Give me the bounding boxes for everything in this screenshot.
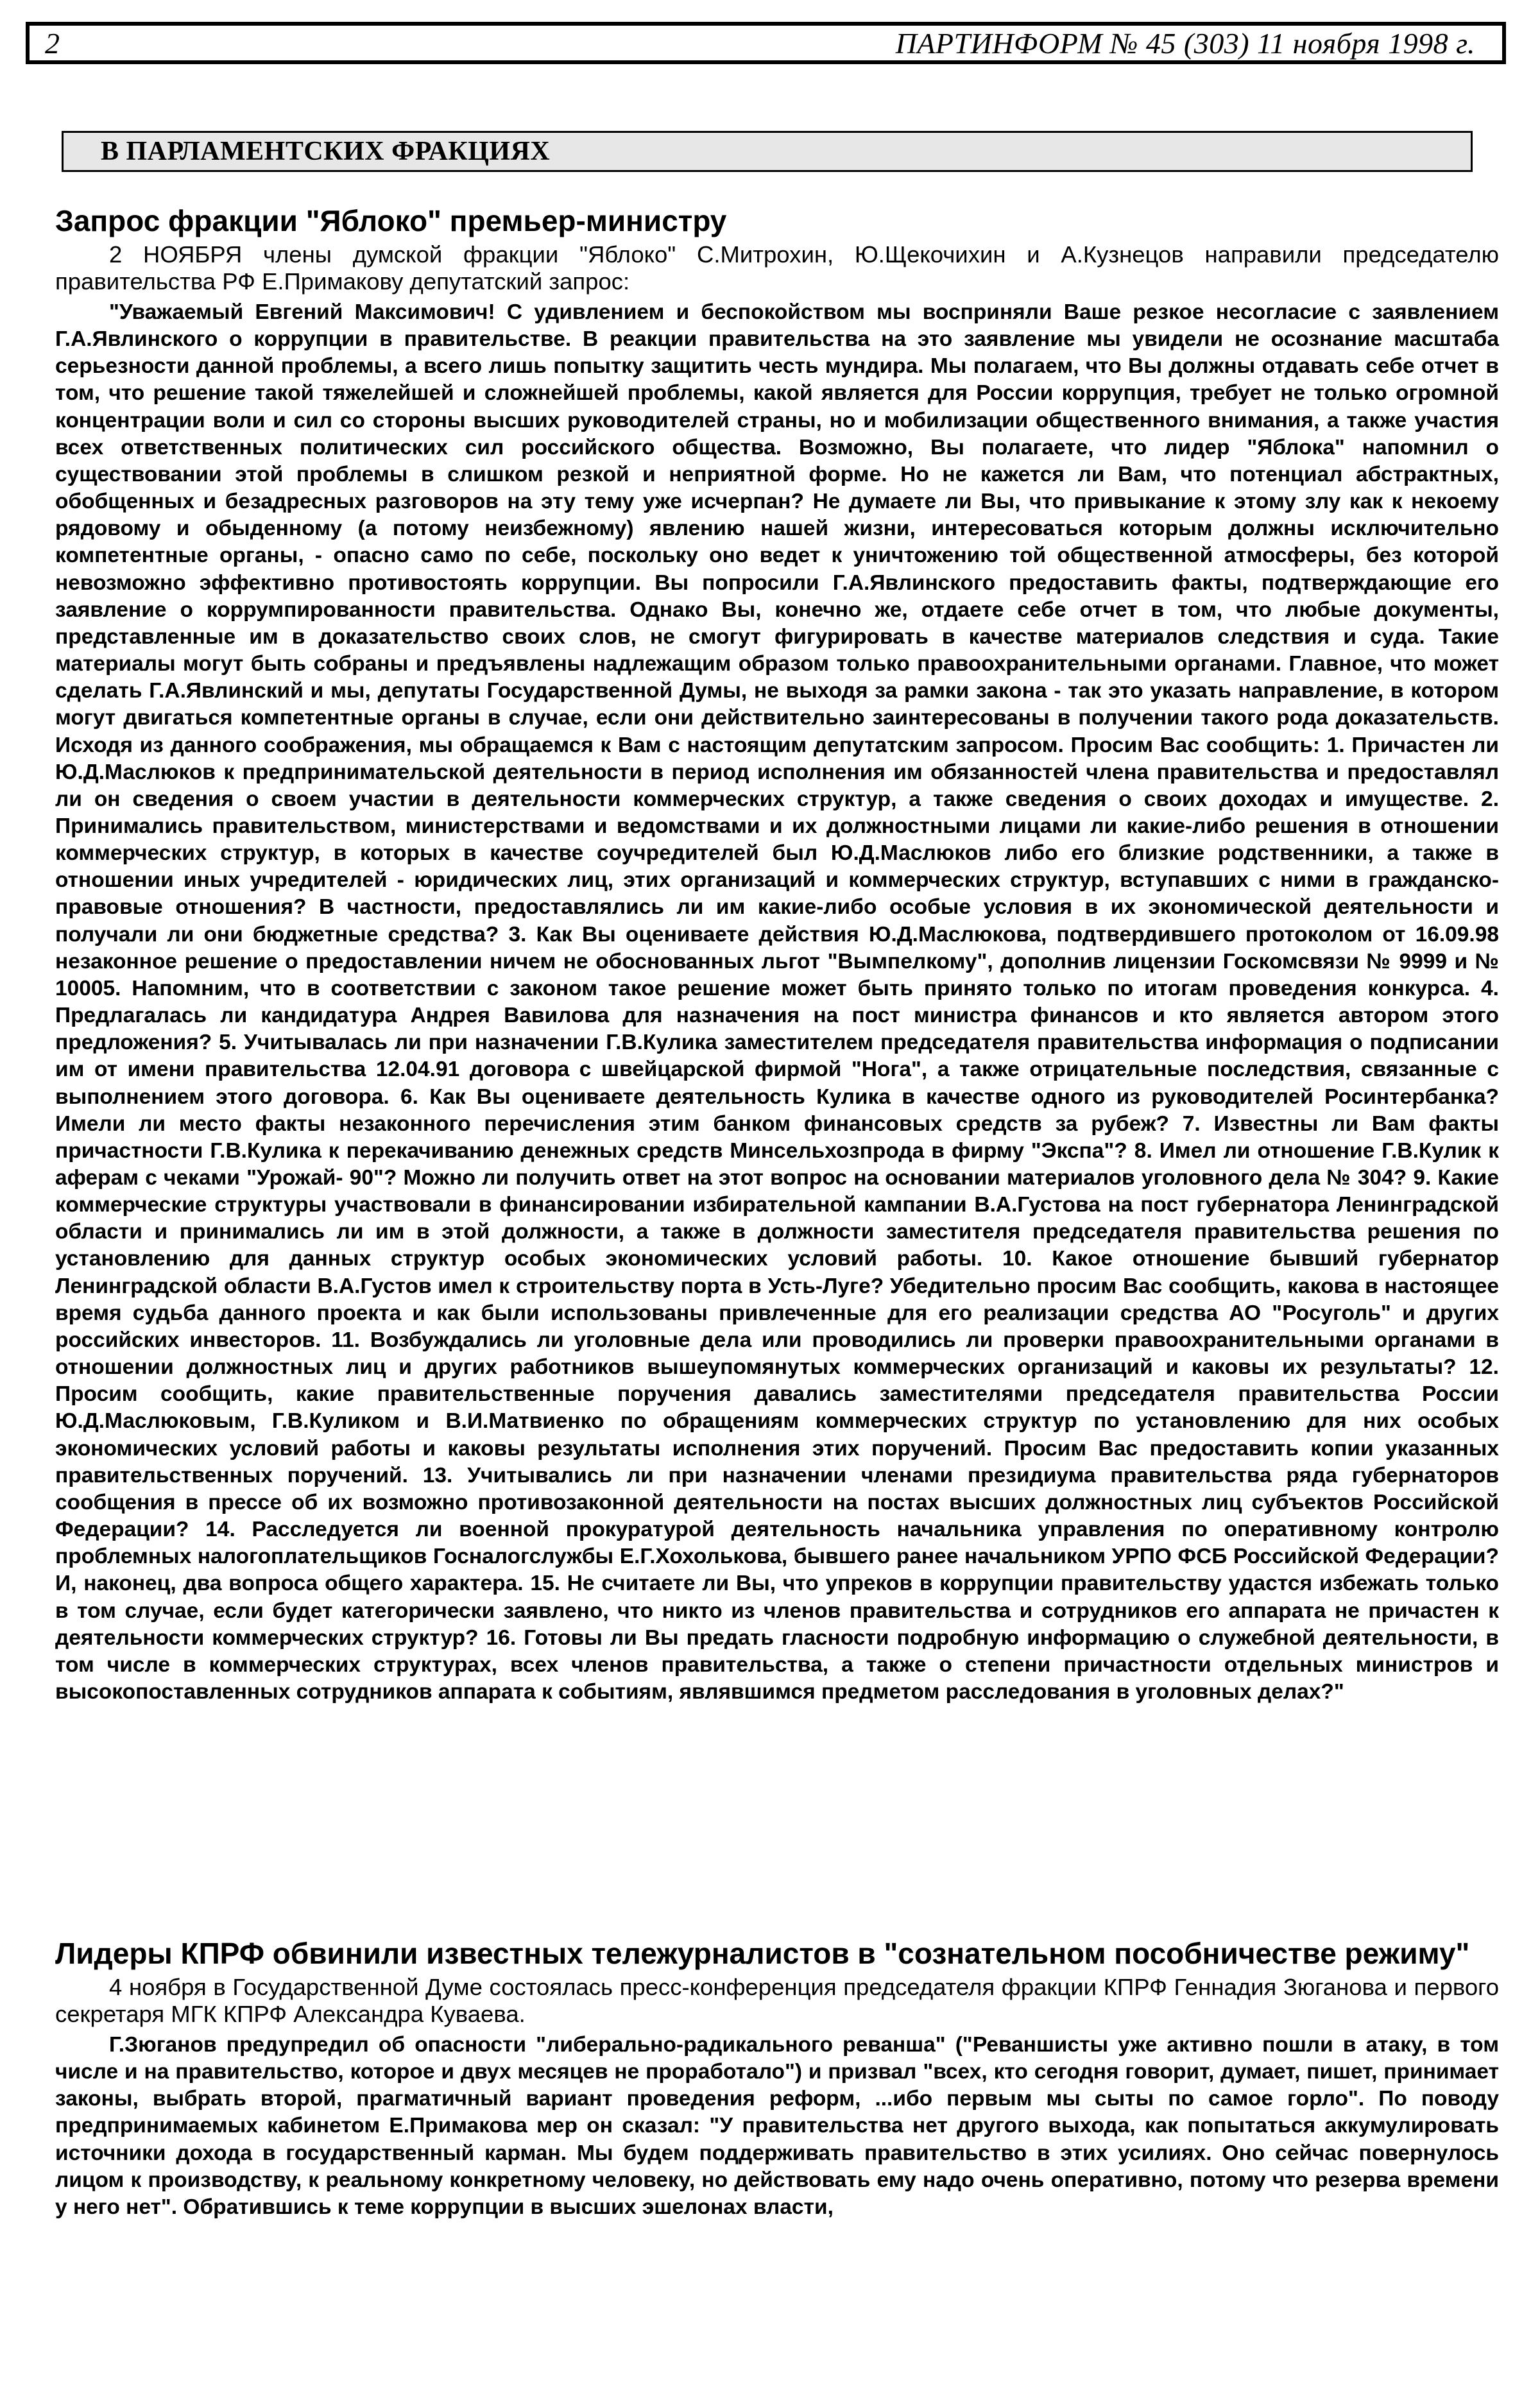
newspaper-issue-title: ПАРТИНФОРМ № 45 (303) 11 ноября 1998 г. [895,26,1475,60]
page-number: 2 [45,26,60,60]
article-headline: Лидеры КПРФ обвинили известных тележурналистов в "сознательном пособничестве режиму" [55,1937,1470,1970]
article-lead: 2 НОЯБРЯ члены думской фракции "Яблоко" С.Митрохин, Ю.Щекочихин и А.Кузнецов направили председателю правительства РФ Е.Примакову депутатский запрос: [55,241,1499,295]
article-yabloko-request [55,203,1499,1706]
article-headline: Запрос фракции "Яблоко" премьер-министру [55,204,727,237]
article-body: "Уважаемый Евгений Максимович! С удивлением и беспокойством мы восприняли Ваше резкое несогласие с заявлением Г.А.Явлинского о коррупции в правительстве. В реакции правительства на это заявление мы увидели не осознание масштаба серьезности данной проблемы, а всего лишь попытку защитить честь мундира. Мы полагаем, что Вы должны отдавать себе отчет в том, что решение такой тяжелейшей и сложнейшей проблемы, какой является для России коррупция, требует не только огромной концентрации воли и сил со стороны высших руководителей страны, но и мобилизации общественного внимания, а также участия всех ответственных политических сил российского общества. Возможно, Вы полагаете, что лидер "Яблока" напомнил о существовании этой проблемы в слишком резкой и неприятной форме. Но не кажется ли Вам, что потенциал абстрактных, обобщенных и безадресных разговоров на эту тему уже исчерпан? Не думаете ли Вы, что привыкание к этому злу как к некоему рядовому и обыденному (а потому неизбежному) явлению нашей жизни, интересоваться которым должны исключительно компетентные органы, - опасно само по себе, поскольку оно ведет к уничтожению той общественной атмосферы, без которой невозможно эффективно противостоять коррупции. Вы попросили Г.А.Явлинского предоставить факты, подтверждающие его заявление о коррумпированности правительства. Однако Вы, конечно же, отдаете себе отчет в том, что любые документы, представленные им в доказательство своих слов, не смогут фигурировать в качестве материалов следствия и суда. Такие материалы могут быть собраны и предъявлены надлежащим образом только правоохранительными органами. Главное, что может сделать Г.А.Явлинский и мы, депутаты Государственной Думы, не выходя за рамки закона - так это указать направление, в котором могут двигаться компетентные органы в случае, если они действительно заинтересованы в получении такого рода доказательств. Исходя из данного соображения, мы обращаемся к Вам с настоящим депутатским запросом. Просим Вас сообщить: 1. Причастен ли Ю.Д.Маслюков к предпринимательской деятельности в период исполнения им обязанностей члена правительства и предоставлял ли он сведения о своем участии в деятельности коммерческих структур, а также сведения о своих доходах и имуществе. 2. Принимались правительством, министерствами и ведомствами и их должностными лицами ли какие-либо решения в отношении коммерческих структур, в которых в качестве соучредителей был Ю.Д.Маслюков либо его близкие родственники, а также в отношении иных учредителей - юридических лиц, этих организаций и коммерческих структур, вступавших с ними в гражданско-правовые отношения? В частности, предоставлялись ли им какие-либо особые условия в их экономической деятельности и получали ли они бюджетные средства? 3. Как Вы оцениваете действия Ю.Д.Маслюкова, подтвердившего протоколом от 16.09.98 незаконное решение о предоставлении ничем не обоснованных льгот "Вымпелкому", дополнив лицензии Госкомсвязи № 9999 и № 10005. Напомним, что в соответствии с законом такое решение может быть принято только по итогам проведения конкурса. 4. Предлагалась ли кандидатура Андрея Вавилова для назначения на пост министра финансов и кто является автором этого предложения? 5. Учитывалась ли при назначении Г.В.Кулика заместителем председателя правительства информация о подписании им от имени правительства 12.04.91 договора с швейцарской фирмой "Нога", а также отрицательные последствия, связанные с выполнением этого договора. 6. Как Вы оцениваете деятельность Кулика в качестве одного из руководителей Росинтербанка? Имели ли место факты незаконного перечисления этим банком финансовых средств за рубеж? 7. Известны ли Вам факты причастности Г.В.Кулика к перекачиванию денежных средств Минсельхозпрода в фирму "Экспа"? 8. Имел ли отношение Г.В.Кулик к аферам с чеками "Урожай- 90"? Можно ли получить ответ на этот вопрос на основании материалов уголовного дела № 304? 9. Какие коммерческие структуры участвовали в финансировании избирательной кампании В.А.Густова на пост губернатора Ленинградской области и принимались ли им в этой должности, а также в должности заместителя председателя правительства решения по установлению для данных структур особых экономических условий работы. 10. Какое отношение бывший губернатор Ленинградской области В.А.Густов имел к строительству порта в Усть-Луге? Убедительно просим Вас сообщить, какова в настоящее время судьба данного проекта и как были использованы привлеченные для его реализации средства АО "Росуголь" и других российских инвесторов. 11. Возбуждались ли уголовные дела или проводились ли проверки правоохранительными органами в отношении должностных лиц и других работников вышеупомянутых коммерческих организаций и каковы их результаты? 12. Просим сообщить, какие правительственные поручения давались заместителями председателя правительства России Ю.Д.Маслюковым, Г.В.Куликом и В.И.Матвиенко по обращениям коммерческих структур по установлению для них особых экономических условий работы и каковы результаты исполнения этих поручений. Просим Вас предоставить копии указанных правительственных поручений. 13. Учитывались ли при назначении членами президиума правительства ряда губернаторов сообщения в прессе об их возможно противозаконной деятельности на постах высших должностных лиц субъектов Российской Федерации? 14. Расследуется ли военной прокуратурой деятельность начальника управления по оперативному контролю проблемных налогоплательщиков Госналогслужбы Е.Г.Хохолькова, бывшего ранее начальником УРПО ФСБ Российской Федерации? И, наконец, два вопроса общего характера. 15. Не считаете ли Вы, что упреков в коррупции правительству удастся избежать только в том случае, если будет категорически заявлено, что никто из членов правительства и сотрудников его аппарата не причастен к деятельности коммерческих структур? 16. Готовы ли Вы предать гласности подробную информацию о служебной деятельности, в том числе в коммерческих структурах, всех членов правительства, а также о степени причастности отдельных министров и высокопоставленных сотрудников аппарата к событиям, являвшимся предметом расследования в уголовных делах?" [55,300,1499,1704]
article-body: Г.Зюганов предупредил об опасности "либерально-радикального реванша" ("Реваншисты уже активно пошли в атаку, в том числе и на правительство, которое и двух месяцев не проработало") и призвал "всех, кто сегодня говорит, думает, пишет, принимает законы, выбрать второй, прагматичный вариант проведения реформ, ...ибо первым мы сыты по самое горло". По поводу предпринимаемых кабинетом Е.Примакова мер он сказал: "У правительства нет другого выхода, как попытаться аккумулировать источники дохода в государственный карман. Мы будем поддерживать правительство в этих усилиях. Оно сейчас повернулось лицом к производству, к реальному конкретному человеку, но действовать ему надо очень оперативно, потому что резерва времени у него нет". Обратившись к теме коррупции в высших эшелонах власти, [55,2033,1499,2219]
section-banner [62,131,1473,172]
article-kprf-journalists [55,1935,1499,2221]
page-header [26,22,1506,64]
section-title: В ПАРЛАМЕНТСКИХ ФРАКЦИЯХ [101,137,551,166]
article-lead: 4 ноября в Государственной Думе состоялась пресс-конференция председателя фракции КПРФ Геннадия Зюганова и первого секретаря МГК КПРФ Александра Куваева. [55,1974,1499,2027]
